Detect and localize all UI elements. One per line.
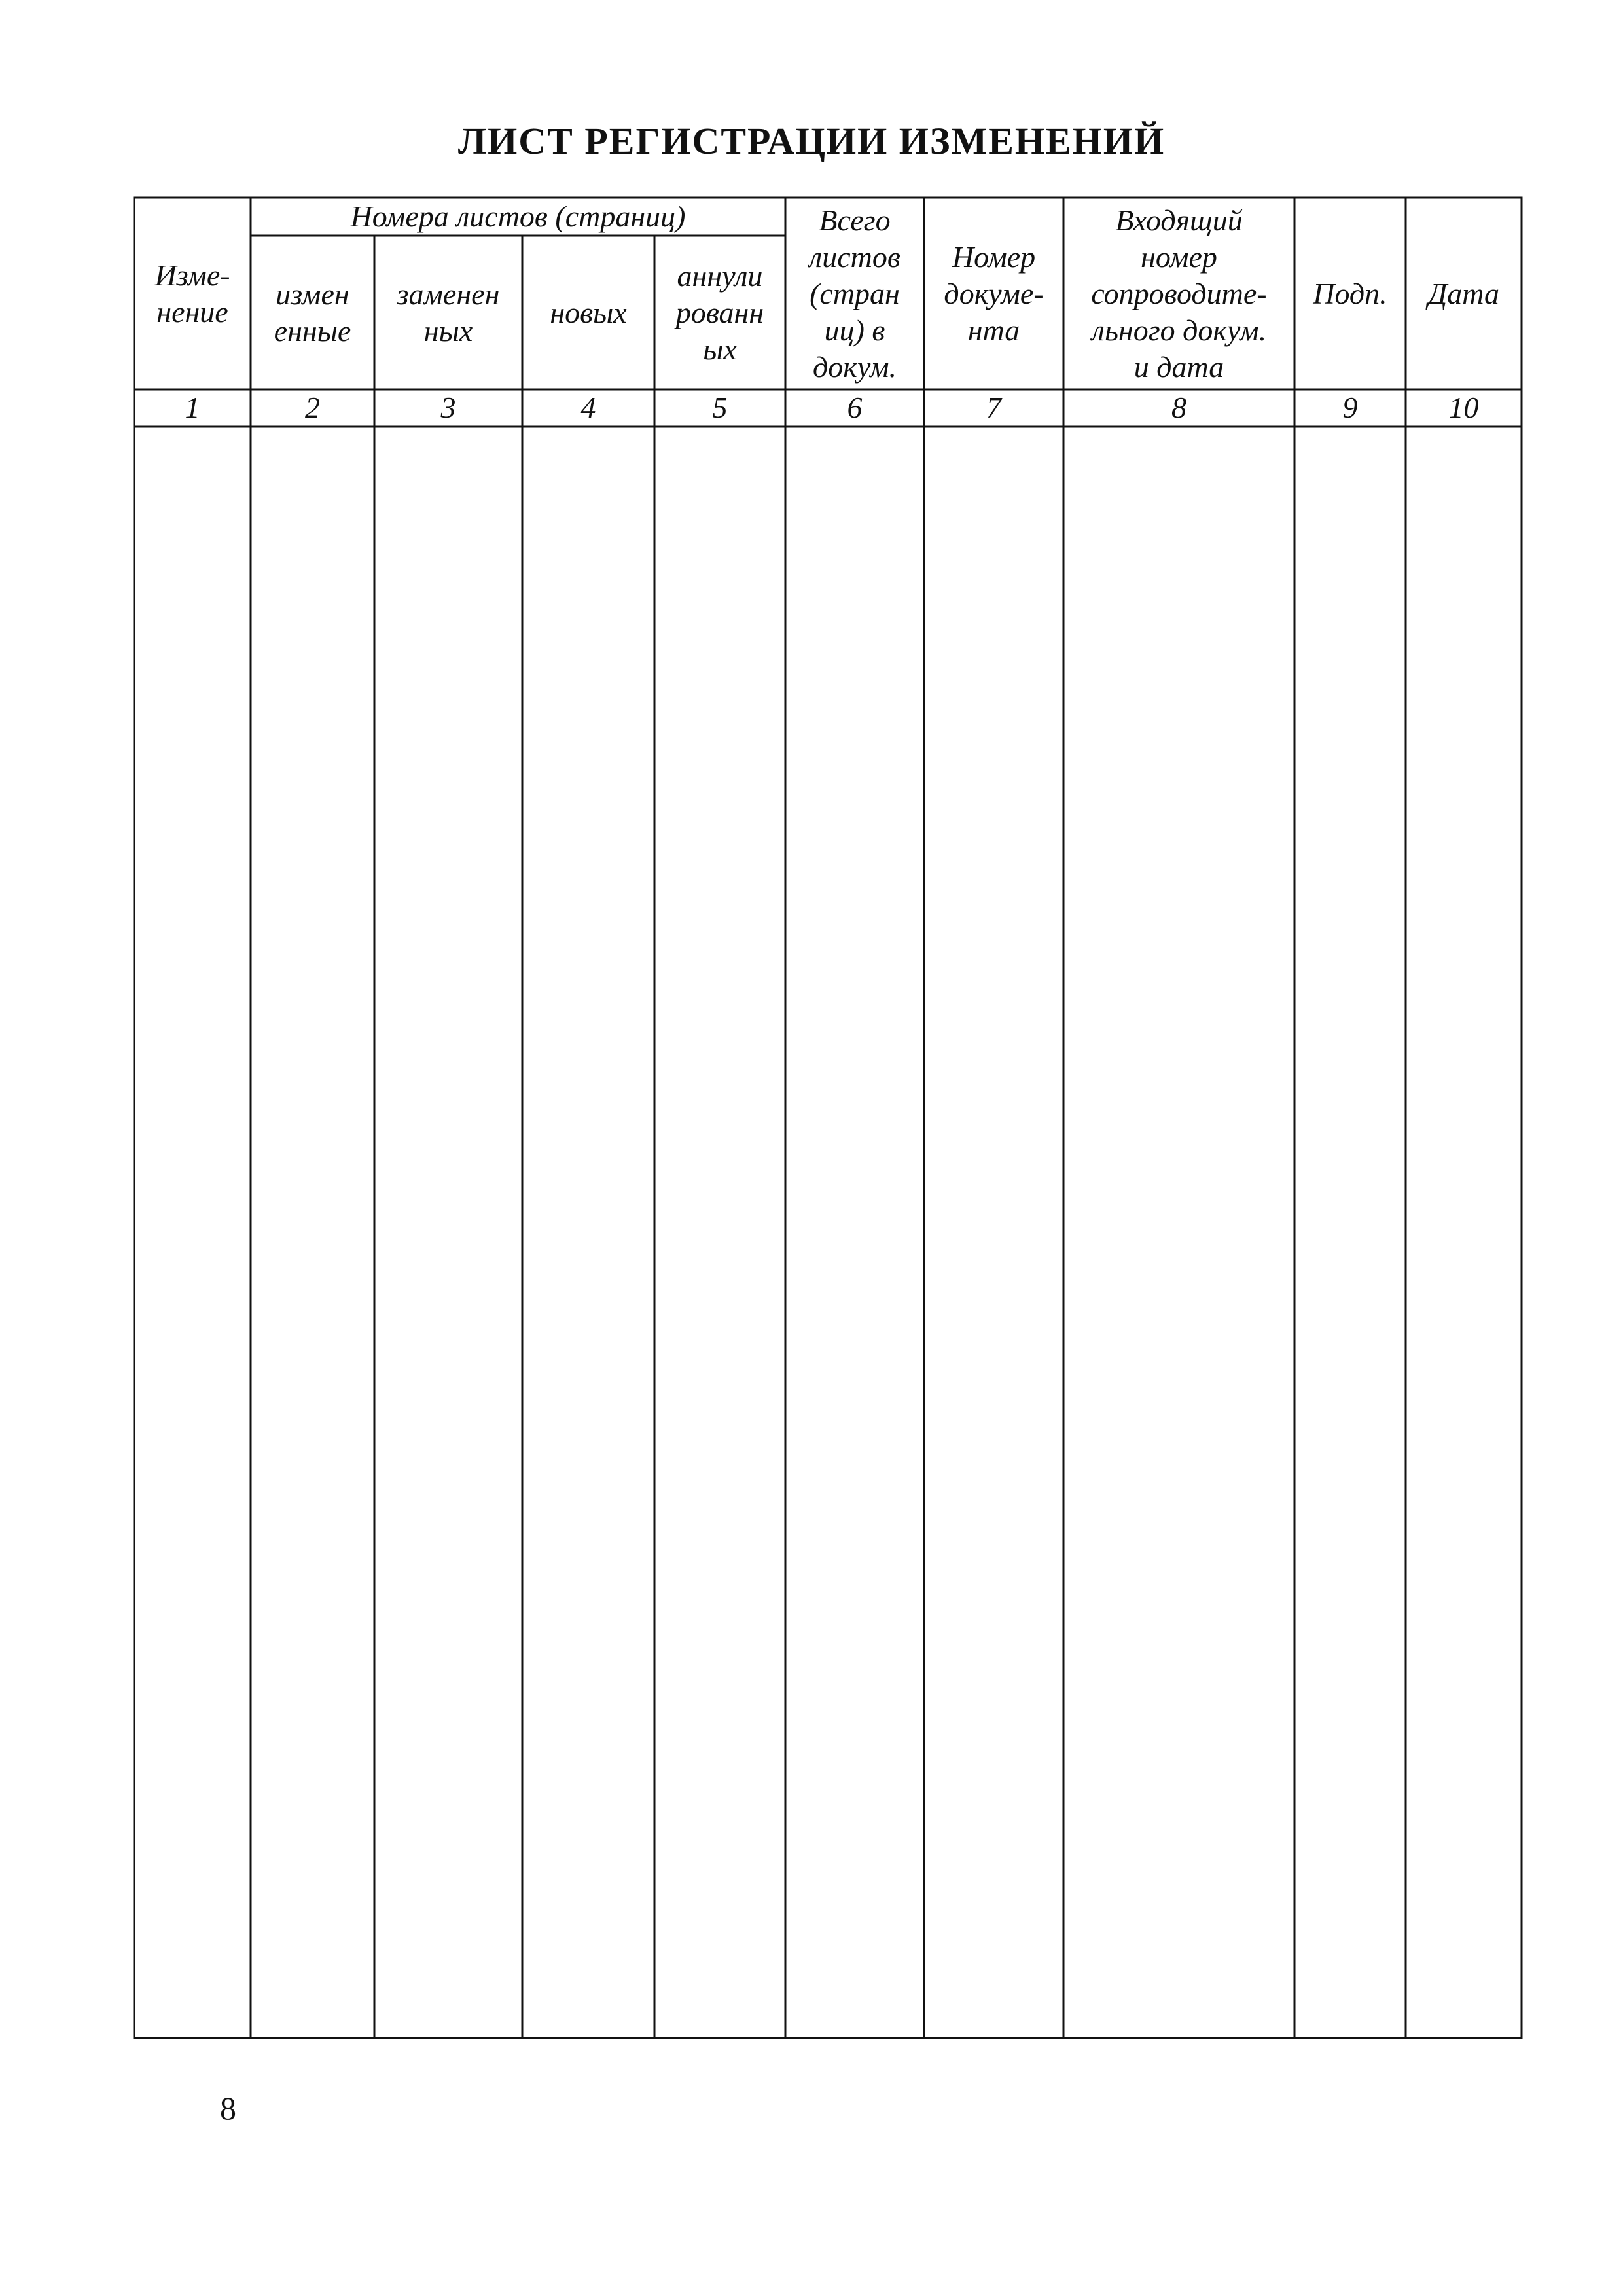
- page-number: 8: [220, 2090, 236, 2126]
- header-changed-sheets: измен енные: [274, 277, 351, 348]
- column-number-5: 5: [712, 391, 728, 424]
- header-group-label: Номера листов (страниц): [350, 200, 686, 233]
- column-number-7: 7: [986, 391, 1001, 424]
- page-title: ЛИСТ РЕГИСТРАЦИИ ИЗМЕНЕНИЙ: [457, 120, 1166, 162]
- header-total-sheets: Всего листов (стран иц) в докум.: [809, 203, 901, 384]
- header-document-number: Номер докуме- нта: [944, 240, 1044, 347]
- header-replaced-sheets: заменен ных: [397, 277, 500, 348]
- column-number-1: 1: [185, 391, 200, 424]
- column-number-2: 2: [305, 391, 320, 424]
- header-change: Изме- нение: [154, 258, 230, 329]
- column-number-6: 6: [847, 391, 863, 424]
- column-number-3: 3: [440, 391, 456, 424]
- header-annulled-sheets: аннули рованн ых: [675, 259, 764, 366]
- header-date: Дата: [1427, 276, 1500, 310]
- header-group-sheet-numbers: [251, 198, 785, 236]
- column-number-9: 9: [1342, 391, 1358, 424]
- header-incoming-number: Входящий номер сопроводите- льного докум. и дата: [1091, 203, 1267, 384]
- column-number-8: 8: [1171, 391, 1186, 424]
- column-number-4: 4: [580, 391, 596, 424]
- header-new-sheets: новых: [550, 295, 627, 329]
- table-body-empty: [134, 427, 1522, 2038]
- header-signature: Подп.: [1313, 276, 1387, 310]
- column-number-10: 10: [1448, 391, 1479, 424]
